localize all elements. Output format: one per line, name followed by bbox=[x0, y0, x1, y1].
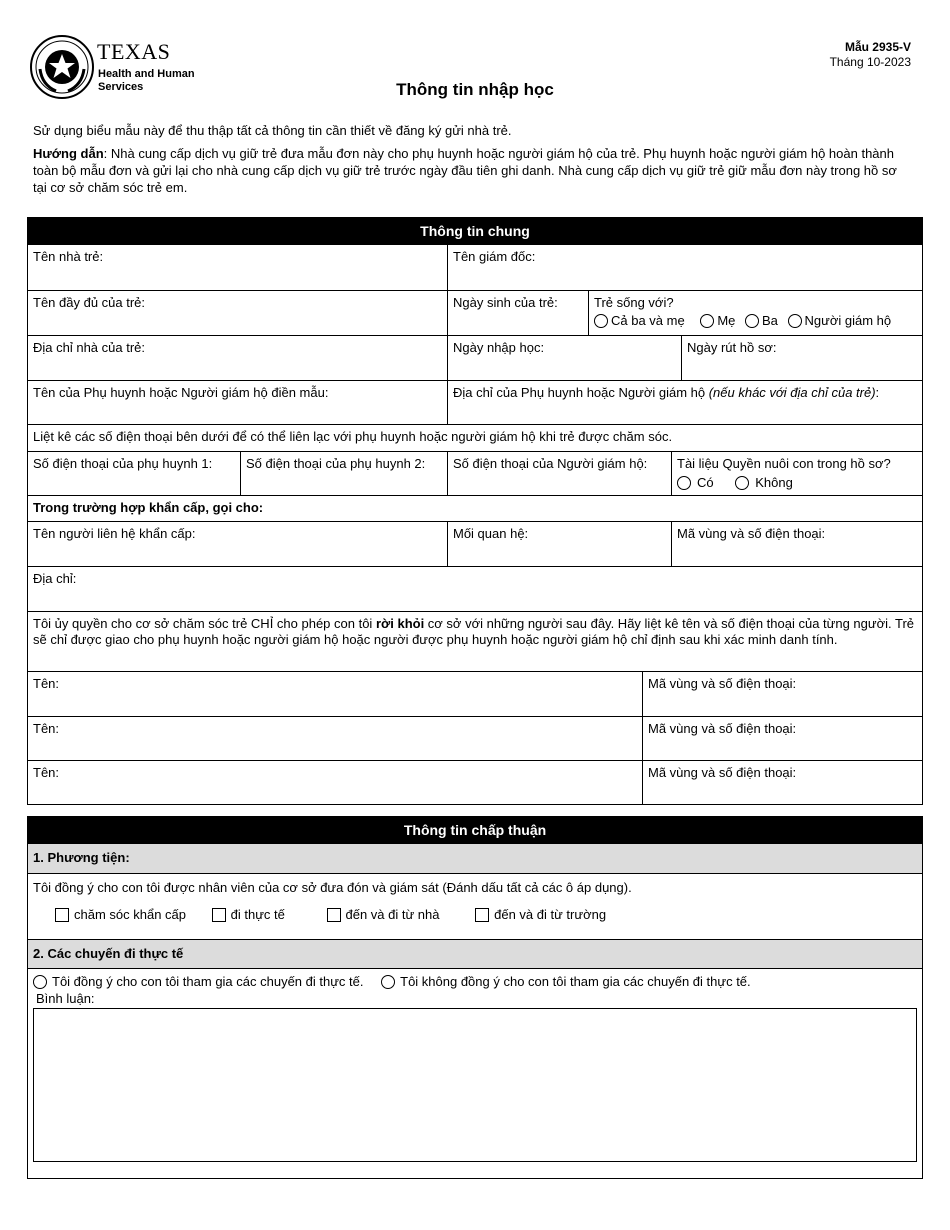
transport-home-label: đến và đi từ nhà bbox=[345, 907, 440, 922]
lives-with-mother-option[interactable] bbox=[700, 313, 735, 328]
lives-with-both-option[interactable] bbox=[594, 313, 685, 328]
radio-icon[interactable] bbox=[788, 314, 802, 328]
logo-line-1: Health and Human bbox=[98, 68, 195, 80]
row-release-person-2 bbox=[28, 716, 922, 760]
general-info-header: Thông tin chung bbox=[28, 218, 922, 245]
release-text-post: cơ sở với những người sau đây. Hãy liệt kê tên và số điện thoại của từng người. Trẻ sẽ chỉ được giao cho phụ huynh hoặc người giám hộ hoặc người được phụ huynh hoặc người giám hộ chỉ định sau khi xác minh danh tính. bbox=[33, 616, 915, 647]
custody-no-option[interactable] bbox=[735, 475, 793, 490]
release-text-bold: rời khỏi bbox=[375, 616, 425, 631]
transport-block bbox=[28, 873, 922, 939]
custody-yes-label: Có bbox=[697, 475, 714, 490]
radio-icon[interactable] bbox=[33, 975, 47, 989]
parent1-phone-field[interactable]: Số điện thoại của phụ huynh 1: bbox=[33, 456, 213, 471]
custody-docs-label: Tài liệu Quyền nuôi con trong hồ sơ? bbox=[677, 456, 891, 471]
parent2-phone-field[interactable]: Số điện thoại của phụ huynh 2: bbox=[240, 452, 447, 495]
radio-icon[interactable] bbox=[594, 314, 608, 328]
custody-yes-option[interactable] bbox=[677, 475, 714, 490]
custody-docs-group bbox=[671, 452, 922, 495]
transport-emergency-label: chăm sóc khẩn cấp bbox=[74, 907, 187, 922]
form-number-block bbox=[830, 40, 911, 70]
comments-label: Bình luận: bbox=[36, 991, 95, 1006]
trips-disagree-option[interactable] bbox=[381, 974, 751, 989]
lives-with-both-label: Cả ba và mẹ bbox=[611, 313, 685, 328]
phones-intro-text: Liệt kê các số điện thoại bên dưới để có thể liên lạc với phụ huynh hoặc người giám hộ khi trẻ được chăm sóc. bbox=[33, 429, 673, 444]
trips-disagree-label: Tôi không đồng ý cho con tôi tham gia các chuyến đi thực tế. bbox=[400, 974, 751, 989]
director-name-field[interactable]: Tên giám đốc: bbox=[447, 245, 922, 290]
trips-agree-option[interactable] bbox=[33, 974, 364, 989]
release-phone-field-1[interactable]: Mã vùng và số điện thoại: bbox=[642, 672, 922, 716]
radio-icon[interactable] bbox=[381, 975, 395, 989]
emergency-phone-field[interactable]: Mã vùng và số điện thoại: bbox=[671, 522, 922, 566]
transport-heading: 1. Phương tiện: bbox=[28, 844, 922, 873]
page-title: Thông tin nhập học bbox=[396, 80, 554, 99]
child-dob-field[interactable]: Ngày sinh của trẻ: bbox=[447, 291, 588, 335]
radio-icon[interactable] bbox=[735, 476, 749, 490]
row-address bbox=[28, 335, 922, 380]
general-info-section bbox=[27, 217, 923, 805]
withdraw-date-field[interactable]: Ngày rút hồ sơ: bbox=[681, 336, 922, 380]
instructions-label: Hướng dẫn bbox=[33, 146, 104, 161]
checkbox-icon[interactable] bbox=[475, 908, 489, 922]
instructions-text bbox=[33, 145, 913, 196]
row-daycare bbox=[28, 245, 922, 290]
row-emergency-contact bbox=[28, 521, 922, 566]
relationship-field[interactable]: Mối quan hệ: bbox=[447, 522, 671, 566]
child-full-name-field[interactable]: Tên đầy đủ của trẻ: bbox=[33, 295, 146, 310]
emergency-address-field[interactable]: Địa chỉ: bbox=[33, 571, 77, 586]
transport-home-option[interactable] bbox=[327, 907, 440, 922]
field-trips-heading: 2. Các chuyến đi thực tế bbox=[28, 939, 922, 968]
enroll-date-field[interactable]: Ngày nhập học: bbox=[447, 336, 681, 380]
guardian-name-field[interactable]: Tên của Phụ huynh hoặc Người giám hộ điền mẫu: bbox=[33, 385, 329, 400]
row-phones bbox=[28, 451, 922, 495]
logo-line-2: Services bbox=[98, 81, 144, 93]
release-name-field-2[interactable]: Tên: bbox=[33, 721, 60, 736]
lives-with-mother-label: Mẹ bbox=[717, 313, 736, 328]
guardian-address-label: Địa chỉ của Phụ huynh hoặc Người giám hộ bbox=[453, 385, 706, 400]
radio-icon[interactable] bbox=[677, 476, 691, 490]
lives-with-father-option[interactable] bbox=[745, 313, 778, 328]
form-date: Tháng 10-2023 bbox=[829, 55, 911, 69]
comments-textarea[interactable] bbox=[33, 1008, 917, 1162]
row-child bbox=[28, 290, 922, 335]
consent-header: Thông tin chấp thuận bbox=[28, 817, 922, 844]
field-trips-block bbox=[28, 968, 922, 1006]
form-number: Mẫu 2935-V bbox=[844, 40, 911, 54]
intro-text: Sử dụng biểu mẫu này để thu thập tất cả thông tin cần thiết về đăng ký gửi nhà trẻ. bbox=[33, 123, 512, 138]
row-guardian bbox=[28, 380, 922, 424]
radio-icon[interactable] bbox=[700, 314, 714, 328]
release-text-pre: Tôi ủy quyền cho cơ sở chăm sóc trẻ CHỈ cho phép con tôi bbox=[33, 616, 376, 631]
trips-agree-label: Tôi đồng ý cho con tôi tham gia các chuyến đi thực tế. bbox=[52, 974, 364, 989]
intro-block bbox=[33, 122, 913, 202]
row-emergency-heading bbox=[28, 495, 922, 521]
logo-texas-text: TEXAS bbox=[97, 39, 171, 64]
checkbox-icon[interactable] bbox=[327, 908, 341, 922]
transport-school-option[interactable] bbox=[475, 907, 606, 922]
transport-school-label: đến và đi từ trường bbox=[494, 907, 607, 922]
row-release-person-1 bbox=[28, 671, 922, 716]
child-address-field[interactable]: Địa chỉ nhà của trẻ: bbox=[33, 340, 146, 355]
daycare-name-field[interactable]: Tên nhà trẻ: bbox=[33, 249, 104, 264]
release-phone-field-3[interactable]: Mã vùng và số điện thoại: bbox=[642, 761, 922, 804]
lives-with-group bbox=[588, 291, 922, 335]
checkbox-icon[interactable] bbox=[55, 908, 69, 922]
radio-icon[interactable] bbox=[745, 314, 759, 328]
row-emergency-address bbox=[28, 566, 922, 611]
release-phone-field-2[interactable]: Mã vùng và số điện thoại: bbox=[642, 717, 922, 760]
row-release-person-3 bbox=[28, 760, 922, 804]
transport-fieldtrip-label: đi thực tế bbox=[230, 907, 285, 922]
release-authorization-text bbox=[28, 612, 922, 671]
row-phones-intro bbox=[28, 424, 922, 451]
custody-no-label: Không bbox=[755, 475, 793, 490]
guardian-address-field[interactable]: Địa chỉ của Phụ huynh hoặc Người giám hộ (nếu khác với địa chỉ của trẻ): bbox=[447, 381, 922, 424]
release-name-field-3[interactable]: Tên: bbox=[33, 765, 60, 780]
checkbox-icon[interactable] bbox=[212, 908, 226, 922]
lives-with-label: Trẻ sống với? bbox=[594, 295, 674, 310]
transport-fieldtrip-option[interactable] bbox=[212, 907, 285, 922]
transport-emergency-option[interactable] bbox=[55, 907, 186, 922]
lives-with-father-label: Ba bbox=[762, 313, 778, 328]
release-name-field-1[interactable]: Tên: bbox=[33, 676, 60, 691]
consent-section bbox=[27, 816, 923, 1179]
row-release-text bbox=[28, 611, 922, 671]
transport-text: Tôi đồng ý cho con tôi được nhân viên của cơ sở đưa đón và giám sát (Đánh dấu tất cả các ô áp dụng). bbox=[33, 880, 632, 895]
lives-with-guardian-option[interactable] bbox=[788, 313, 892, 328]
lives-with-guardian-label: Người giám hộ bbox=[804, 313, 892, 328]
guardian-address-note: (nếu khác với địa chỉ của trẻ) bbox=[708, 385, 876, 400]
instructions-body: : Nhà cung cấp dịch vụ giữ trẻ đưa mẫu đơn này cho phụ huynh hoặc người giám hộ của trẻ. Phụ huynh hoặc người giám hộ hoàn thành toàn bộ mẫu đơn và gửi lại cho nhà cung cấp dịch vụ giữ trẻ trước ngày đầu tiên ghi danh. Nhà cung cấp dịch vụ giữ trẻ giữ mẫu đơn này trong hồ sơ tại cơ sở chăm sóc trẻ em. bbox=[33, 146, 897, 195]
emergency-heading: Trong trường hợp khẩn cấp, gọi cho: bbox=[33, 500, 264, 515]
emergency-name-field[interactable]: Tên người liên hệ khẩn cấp: bbox=[33, 526, 196, 541]
guardian-phone-field[interactable]: Số điện thoại của Người giám hộ: bbox=[447, 452, 671, 495]
